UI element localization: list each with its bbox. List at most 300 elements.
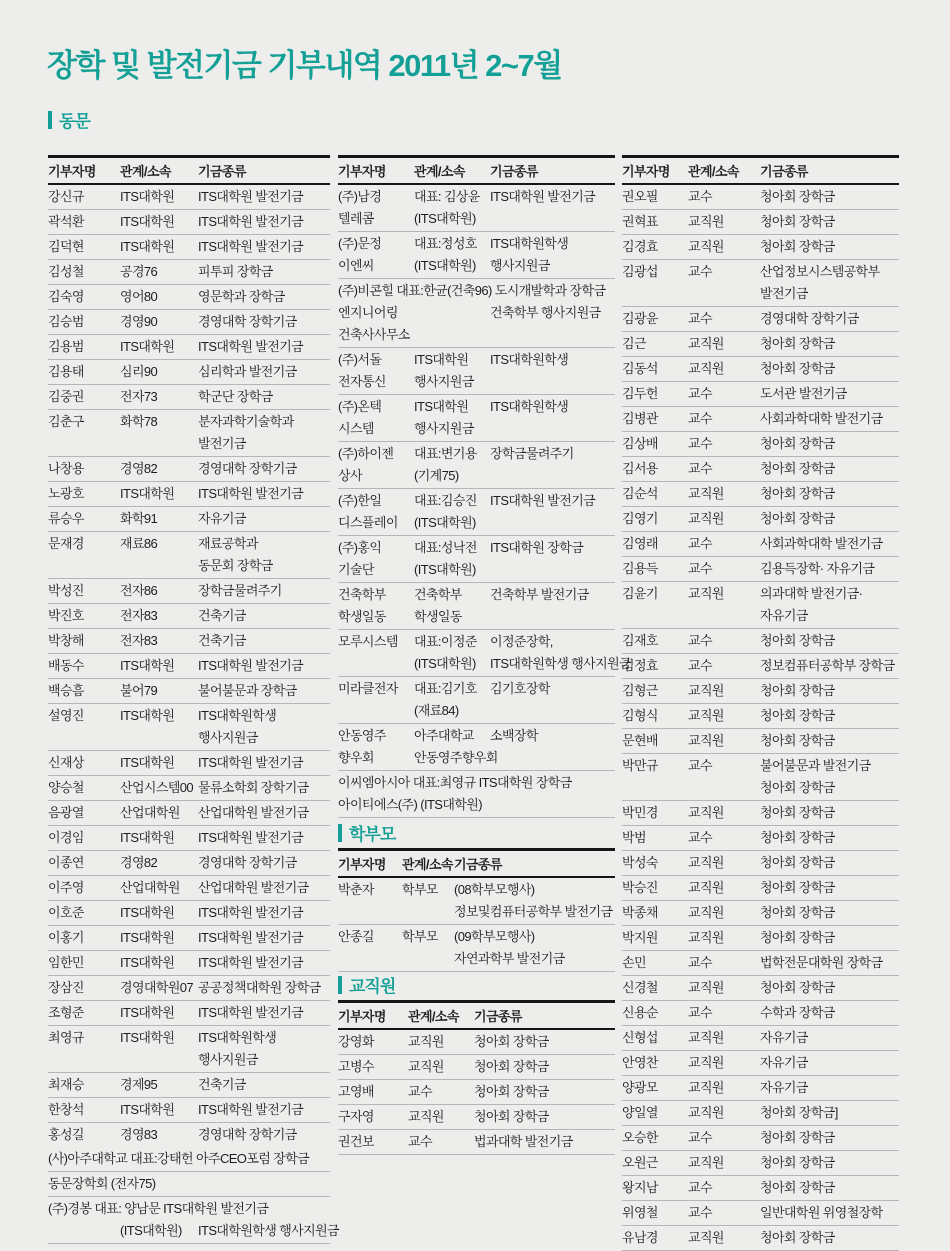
donor-name: 고영배 [338,1084,374,1099]
relation-affiliation: ITS대학원 [120,339,175,354]
donor-name: 구자영 [338,1109,374,1124]
donor-name: 박종채 [622,905,658,920]
column-header-fund-type: 기금종류 [760,164,808,179]
fund-type [490,324,615,346]
fund-type: 일반대학원 위영철장학 [760,1205,883,1220]
donor-name: 이홍기 [48,930,84,945]
table-row [622,754,899,801]
table-row [622,951,899,976]
donor-name: 김광섭 [622,264,658,279]
fund-type: ITS대학원 발전기금 [198,1005,304,1020]
fund-type: 건축기금 [198,1077,246,1092]
relation-affiliation: 교직원 [688,930,724,945]
table-row [338,583,615,630]
donor-name: 문재경 [48,536,84,551]
fund-type: 경영대학 장학기금 [198,314,297,329]
table-row [338,185,615,232]
fund-type: 청아회 장학금 [760,1130,835,1145]
table-row [48,235,330,260]
relation-affiliation: 산업대학원 [120,880,180,895]
fund-type: 청아회 장학금 [760,830,835,845]
table-row [338,925,615,972]
donor-name: 박민경 [622,805,658,820]
table-row [48,385,330,410]
table-row [48,482,330,507]
table-row [622,210,899,235]
donor-name: 박지원 [622,930,658,945]
relation-affiliation: 행사지원금 [414,374,474,389]
table-row [622,1051,899,1076]
fund-type: 경영대학 장학기금 [760,311,859,326]
donor-name: 기술단 [338,562,374,577]
table-row [48,507,330,532]
fund-type: (08학부모행사) [454,882,535,897]
table-row [48,285,330,310]
relation-affiliation: 교수 [408,1084,432,1099]
donor-name: 김상배 [622,436,658,451]
section-accent-bar [338,976,342,994]
column-header-fund-type: 기금종류 [490,164,538,179]
donor-name: 오승한 [622,1130,658,1145]
table-row [622,1126,899,1151]
table-row [622,557,899,582]
fund-type: 학군단 장학금 [198,389,273,404]
table-row [622,235,899,260]
relation-affiliation: 교수 [688,1205,712,1220]
fund-type: 건축기금 [198,633,246,648]
table-row [622,1176,899,1201]
fund-type: 사회과학대학 발전기금 [760,536,883,551]
donor-name: 신재상 [48,755,84,770]
table-header-row [48,158,330,185]
relation-affiliation: 전자73 [120,389,158,404]
relation-affiliation: 교수 [688,1005,712,1020]
table-row [338,1080,615,1105]
column-header-relation-affiliation: 관계/소속 [414,164,465,179]
relation-affiliation: 교직원 [688,361,724,376]
fund-type: 이정준장학, [490,634,553,649]
relation-affiliation: (재료84) [414,703,459,718]
relation-affiliation: 대표:김승진 [414,493,477,508]
fund-type: 청아회 장학금 [760,708,835,723]
donor-name: 한창석 [48,1102,84,1117]
donor-name: 김윤기 [622,586,658,601]
relation-affiliation [688,283,760,305]
donor-name: 박창해 [48,633,84,648]
fund-type: 청아회 장학금 [760,361,835,376]
donor-name: 김영기 [622,511,658,526]
relation-affiliation: 전자86 [120,583,158,598]
fund-type: 경영대학 장학기금 [198,855,297,870]
relation-affiliation: 교수 [688,264,712,279]
relation-affiliation: 안동영주향우회 [414,750,498,765]
relation-affiliation [120,727,198,749]
column-header-donor-name: 기부자명 [338,164,386,179]
relation-affiliation: ITS대학원 [120,1030,175,1045]
donor-name [48,433,120,455]
relation-affiliation: 대표:이정준 [414,634,477,649]
table-row [622,976,899,1001]
fund-type: ITS대학원 발전기금 [198,930,304,945]
table-row [622,407,899,432]
relation-affiliation: 교직원 [688,855,724,870]
relation-affiliation: 건축학부 [414,587,462,602]
fund-type: 공공정책대학원 장학금 [198,980,321,995]
fund-type: 의과대학 발전기금· [760,586,863,601]
table-row [338,630,632,677]
fund-type: 청아회 장학금 [760,239,835,254]
relation-affiliation: ITS대학원 [120,1102,175,1117]
fund-type: 장학금물려주기 [198,583,282,598]
relation-affiliation: 교직원 [688,1030,724,1045]
table-row [338,771,615,818]
donor-name: 안동영주 [338,728,386,743]
fund-type [490,371,615,393]
relation-affiliation: 교수 [688,311,712,326]
relation-affiliation: 전자83 [120,633,158,648]
donor-name: 이종연 [48,855,84,870]
relation-affiliation: 교직원 [688,708,724,723]
relation-affiliation: 교수 [688,758,712,773]
relation-affiliation: 화학78 [120,414,158,429]
relation-affiliation: ITS대학원 [120,189,175,204]
relation-affiliation: 교직원 [688,805,724,820]
donor-name: 김성철 [48,264,84,279]
fund-type: 행사지원금 [490,258,550,273]
fund-type: 정보및컴퓨터공학부 발전기금 [454,904,613,919]
fund-type [490,465,615,487]
row-full-text: 동문장학회 (전자75) [48,1176,156,1191]
table-header-row [338,158,615,185]
table-row [48,604,330,629]
relation-affiliation: 교직원 [688,486,724,501]
column-header-fund-type: 기금종류 [198,164,246,179]
fund-type [490,559,615,581]
fund-type: 건축기금 [198,608,246,623]
fund-type: ITS대학원 장학금 [490,540,584,555]
fund-type: 김기호장학 [490,681,550,696]
table-header-row [338,851,615,878]
relation-affiliation: 교직원 [688,905,724,920]
fund-type: 행사지원금 [198,1052,258,1067]
donor-name [622,283,688,305]
table-row [48,1026,330,1073]
fund-type: 건축학부 행사지원금 [490,305,601,320]
staff-donor-table-col3 [622,155,899,1251]
donor-name: 디스플레이 [338,515,398,530]
fund-type: 경영대학 장학기금 [198,461,297,476]
table-row [622,582,899,629]
fund-type: 김용득장학· 자유기금 [760,561,875,576]
table-row [622,901,899,926]
relation-affiliation [402,948,454,970]
relation-affiliation: (ITS대학원) [414,258,476,273]
relation-affiliation: 대표:변기용 [414,446,477,461]
donor-name: 장삼진 [48,980,84,995]
fund-type: 청아회 장학금 [760,486,835,501]
donor-name: 강신규 [48,189,84,204]
table-row [48,210,330,235]
relation-affiliation [414,302,490,324]
table-row [622,260,899,307]
fund-type: 도서관 발전기금 [760,386,847,401]
fund-type: 청아회 장학금 [760,880,835,895]
section-header-staff [338,972,395,997]
relation-affiliation: 경영90 [120,314,158,329]
relation-affiliation: 교수 [688,1180,712,1195]
donor-name: (주)남경 [338,189,382,204]
donor-name: 유남경 [622,1230,658,1245]
relation-affiliation: ITS대학원 [120,1005,175,1020]
donor-name: 백승흠 [48,683,84,698]
relation-affiliation: ITS대학원 [120,658,175,673]
table-row [48,1098,330,1123]
table-row [48,826,330,851]
fund-type: 분자과학기술학과 [198,414,294,429]
table-row [622,1151,899,1176]
fund-type: 자유기금 [198,511,246,526]
fund-type: ITS대학원 발전기금 [198,239,304,254]
donor-name: 학생일동 [338,609,386,624]
table-row [622,926,899,951]
donor-name: 김용득 [622,561,658,576]
relation-affiliation: 경제95 [120,1077,158,1092]
table-row [622,729,899,754]
donor-name: 권건보 [338,1134,374,1149]
relation-affiliation [120,433,198,455]
donor-name: 이호준 [48,905,84,920]
donor-name: 양광모 [622,1080,658,1095]
relation-affiliation: ITS대학원 [120,486,175,501]
donor-name: 김덕현 [48,239,84,254]
donor-name [338,653,414,675]
fund-type: 재료공학과 [198,536,258,551]
table-row [48,1073,330,1098]
relation-affiliation [688,777,760,799]
table-row [48,629,330,654]
donor-name: 김숙영 [48,289,84,304]
table-row [338,677,615,724]
page-title: 장학 및 발전기금 기부내역 2011년 2~7월 [47,48,562,83]
fund-type: 자유기금 [760,608,808,623]
relation-affiliation: ITS대학원 [120,755,175,770]
relation-affiliation: 교직원 [688,980,724,995]
parents-donor-table [338,848,615,972]
relation-affiliation: 대표:정성호 [414,236,477,251]
donor-name: 이경임 [48,830,84,845]
table-row [48,876,330,901]
fund-type: 발전기금 [198,436,246,451]
donor-name: 모루시스템 [338,634,398,649]
fund-type: 청아회 장학금 [474,1059,549,1074]
fund-type: ITS대학원 발전기금 [198,339,304,354]
table-row [622,876,899,901]
fund-type [490,208,615,230]
table-row [622,307,899,332]
column-header-relation-affiliation: 관계/소속 [688,164,739,179]
relation-affiliation: 경영82 [120,855,158,870]
donor-name: 김근 [622,336,646,351]
column-header-relation-affiliation: 관계/소속 [408,1009,459,1024]
fund-type: ITS대학원 발전기금 [198,189,304,204]
fund-type: ITS대학원학생 [198,708,277,723]
table-row [622,704,899,729]
fund-type: 청아회 장학금 [760,461,835,476]
donor-name: 엔지니어링 [338,305,398,320]
relation-affiliation: 학부모 [402,882,438,897]
donor-name: 김순석 [622,486,658,501]
table-row [338,395,615,442]
fund-type: 불어불문과 장학금 [198,683,297,698]
relation-affiliation: 교수 [688,386,712,401]
relation-affiliation: 산업시스템00 [120,780,194,795]
fund-type: 청아회 장학금 [474,1109,549,1124]
relation-affiliation [414,324,490,346]
donor-name: 손민 [622,955,646,970]
donor-name [622,777,688,799]
fund-type: 청아회 장학금 [760,930,835,945]
table-row [622,826,899,851]
donor-name: 박춘자 [338,882,374,897]
relation-affiliation: 학부모 [402,929,438,944]
table-row [622,357,899,382]
fund-type: 사회과학대학 발전기금 [760,411,883,426]
donor-name: 오원근 [622,1155,658,1170]
fund-type: 장학금물려주기 [490,446,574,461]
donor-name [48,727,120,749]
donor-name: 전자통신 [338,374,386,389]
relation-affiliation [402,901,454,923]
table-row [622,1201,899,1226]
fund-type: 청아회 장학금 [760,805,835,820]
fund-type: ITS대학원 발전기금 [198,486,304,501]
donor-name: 이엔씨 [338,258,374,273]
donor-name: 박만규 [622,758,658,773]
fund-type: 청아회 장학금 [760,189,835,204]
table-row [338,878,615,925]
fund-type: 청아회 장학금 [760,980,835,995]
relation-affiliation: (ITS대학원) [414,515,476,530]
donor-name: 김승범 [48,314,84,329]
donor-name: 박진호 [48,608,84,623]
donor-name: 위영철 [622,1205,658,1220]
relation-affiliation: 경영83 [120,1127,158,1142]
donor-name: 김두헌 [622,386,658,401]
fund-type: 영문학과 장학금 [198,289,285,304]
relation-affiliation: 교직원 [408,1059,444,1074]
donor-name: 최영규 [48,1030,84,1045]
relation-affiliation: ITS대학원 [120,239,175,254]
table-row [48,851,330,876]
table-row [48,951,330,976]
table-row [338,1105,615,1130]
donor-name: 김용태 [48,364,84,379]
donor-name: 권혁표 [622,214,658,229]
donor-name: 김형근 [622,683,658,698]
fund-type: 자유기금 [760,1030,808,1045]
donor-name: 곽석환 [48,214,84,229]
donor-name: 배동수 [48,658,84,673]
fund-type: 심리학과 발전기금 [198,364,297,379]
donor-name: 박승진 [622,880,658,895]
donor-name: 왕지남 [622,1180,658,1195]
donor-name: 김형식 [622,708,658,723]
fund-type: ITS대학원 발전기금 [198,1102,304,1117]
donor-name: 박범 [622,830,646,845]
fund-type: 자유기금 [760,1055,808,1070]
donor-name: 노광호 [48,486,84,501]
row-full-text: (주)비콘힐 대표:한균(건축96) 도시개발학과 장학금 [338,283,606,298]
relation-affiliation: ITS대학원 [120,930,175,945]
fund-type: 청아회 장학금 [760,633,835,648]
donor-name: 미라클전자 [338,681,398,696]
fund-type: 청아회 장학금 [760,1230,835,1245]
table-row [338,442,615,489]
donor-name: 건축사사무소 [338,327,410,342]
fund-type: 산업정보시스템공학부 [760,264,880,279]
relation-affiliation: 심리90 [120,364,158,379]
table-row [48,532,330,579]
fund-type: (09학부모행사) [454,929,535,944]
donor-name [48,1049,120,1071]
relation-affiliation: ITS대학원 [414,352,469,367]
relation-affiliation: 영어80 [120,289,158,304]
row-full-text: (사)아주대학교 대표:강태헌 아주CEO포럼 장학금 [48,1151,310,1166]
table-row [622,629,899,654]
donor-name: 양일열 [622,1105,658,1120]
relation-affiliation: 교직원 [688,733,724,748]
donor-name [338,901,402,923]
fund-type: ITS대학원학생 [490,399,569,414]
relation-affiliation: (기계75) [414,468,459,483]
fund-type: 불어불문과 발전기금 [760,758,871,773]
donor-name: 조형준 [48,1005,84,1020]
relation-affiliation: 불어79 [120,683,158,698]
fund-type: 법학전문대학원 장학금 [760,955,883,970]
relation-affiliation: 교수 [688,536,712,551]
donor-name: 김중권 [48,389,84,404]
table-row [622,1101,899,1126]
donor-name: 건축학부 [338,587,386,602]
donor-name: 시스템 [338,421,374,436]
table-row [622,851,899,876]
table-row [48,776,330,801]
fund-type: 피투피 장학금 [198,264,273,279]
fund-type: 발전기금 [760,286,808,301]
relation-affiliation: 대표:성낙전 [414,540,477,555]
fund-type [490,512,615,534]
fund-type: 수학과 장학금 [760,1005,835,1020]
relation-affiliation [120,555,198,577]
fund-type [490,700,615,722]
table-row [622,185,899,210]
staff-donor-table-col2 [338,1000,615,1155]
relation-affiliation: 교수 [688,633,712,648]
column-header-relation-affiliation: 관계/소속 [402,857,453,872]
table-row [48,360,330,385]
donor-name: 이주영 [48,880,84,895]
donor-name [338,948,402,970]
relation-affiliation: 아주대학교 [414,728,474,743]
relation-affiliation: 행사지원금 [414,421,474,436]
fund-type: 행사지원금 [198,730,258,745]
relation-affiliation: 교직원 [688,1155,724,1170]
table-row [622,532,899,557]
table-row [48,926,330,951]
table-row [622,1001,899,1026]
table-row [622,654,899,679]
fund-type: 자유기금 [760,1080,808,1095]
